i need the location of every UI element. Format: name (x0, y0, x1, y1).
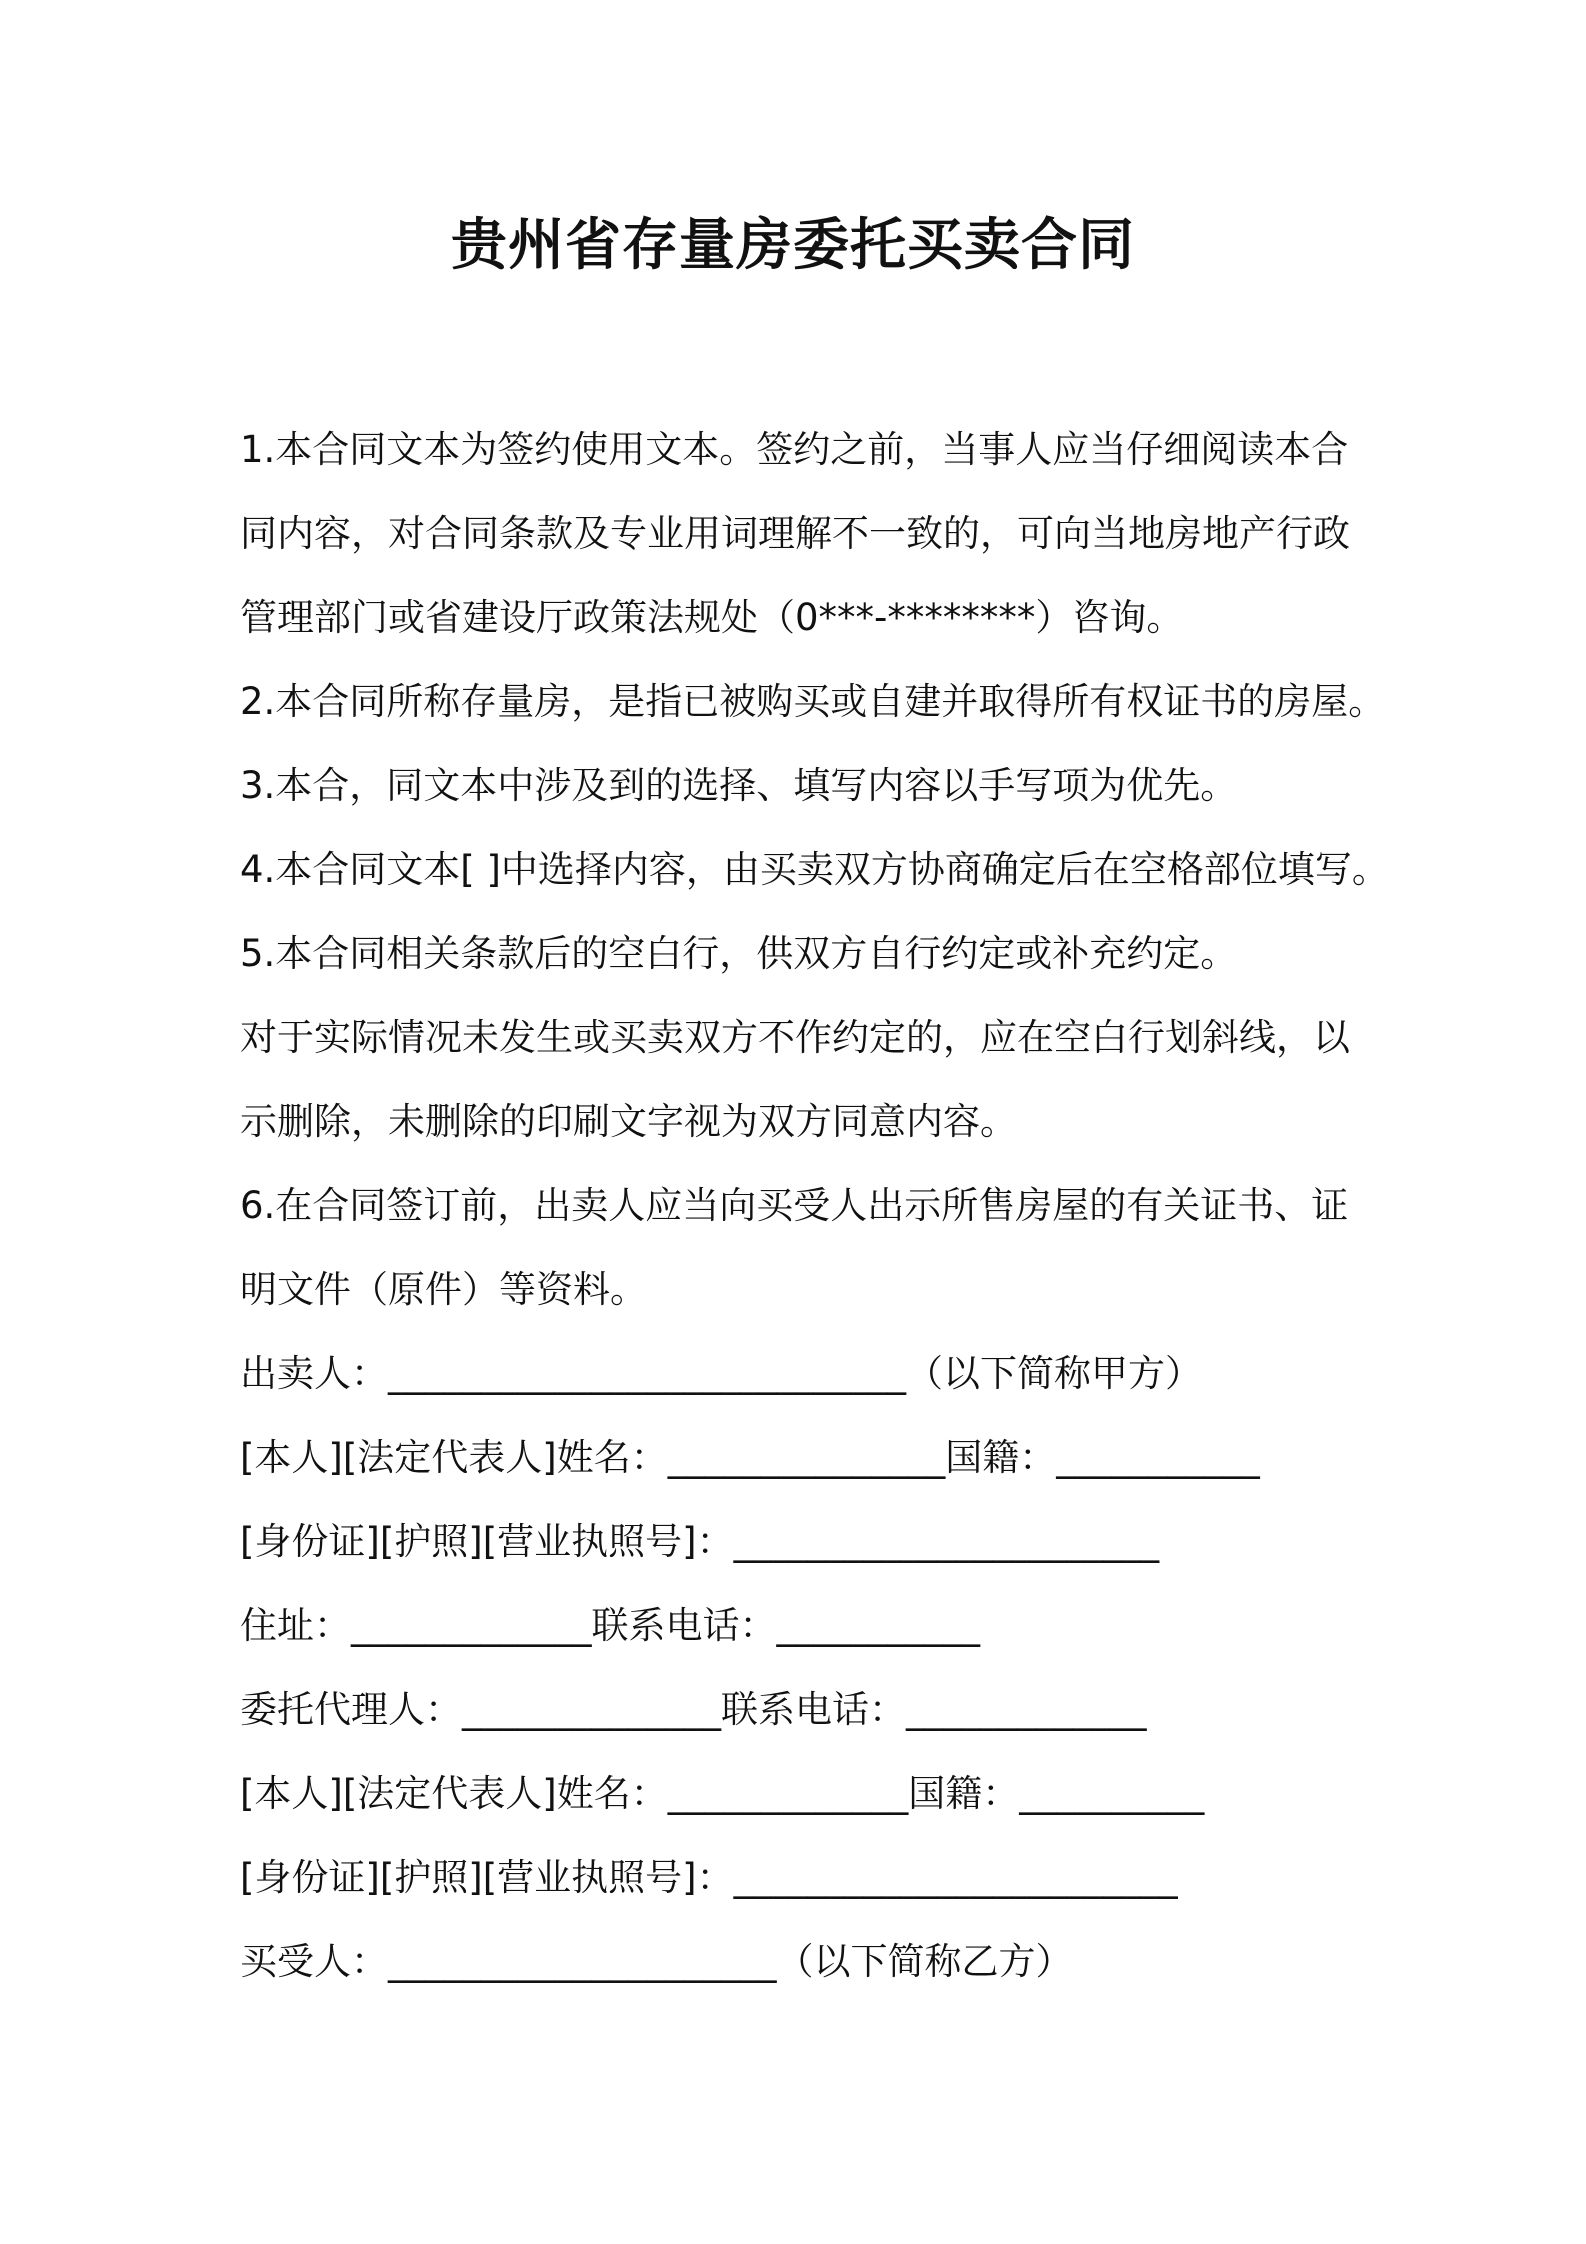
note-line: 5.本合同相关条款后的空白行，供双方自行约定或补充约定。 (240, 932, 1238, 975)
note-line: 1.本合同文本为签约使用文本。签约之前，当事人应当仔细阅读本合 (240, 428, 1349, 471)
seller-field: 出卖人：____________________________（以下简称甲方） (240, 1352, 1202, 1395)
seller-id-number-field: [身份证][护照][营业执照号]：_______________________ (240, 1520, 1160, 1563)
agent-name-nationality-field: [本人][法定代表人]姓名：_____________国籍：__________ (240, 1772, 1205, 1815)
note-line: 明文件（原件）等资料。 (240, 1268, 647, 1311)
document-title: 贵州省存量房委托买卖合同 (451, 213, 1135, 278)
note-line: 管理部门或省建设厅政策法规处（0***-********）咨询。 (240, 596, 1184, 639)
document-body (240, 408, 1389, 2004)
agent-id-number-field: [身份证][护照][营业执照号]：________________________ (240, 1856, 1178, 1899)
note-line: 2.本合同所称存量房，是指已被购买或自建并取得所有权证书的房屋。 (240, 680, 1386, 723)
agent-phone-field: 委托代理人：______________联系电话：_____________ (240, 1688, 1147, 1731)
note-line: 对于实际情况未发生或买卖双方不作约定的，应在空白行划斜线，以 (240, 1016, 1350, 1059)
note-line: 示删除，未删除的印刷文字视为双方同意内容。 (240, 1100, 1017, 1143)
note-line: 同内容，对合同条款及专业用词理解不一致的，可向当地房地产行政 (240, 512, 1350, 555)
seller-name-nationality-field: [本人][法定代表人]姓名：_______________国籍：___________ (240, 1436, 1260, 1479)
note-line: 4.本合同文本[ ]中选择内容，由买卖双方协商确定后在空格部位填写。 (240, 848, 1389, 891)
note-line: 6.在合同签订前，出卖人应当向买受人出示所售房屋的有关证书、证 (240, 1184, 1349, 1227)
buyer-field: 买受人：_____________________（以下简称乙方） (240, 1940, 1073, 1983)
seller-address-phone-field: 住址：_____________联系电话：___________ (240, 1604, 980, 1647)
note-line: 3.本合，同文本中涉及到的选择、填写内容以手写项为优先。 (240, 764, 1238, 807)
